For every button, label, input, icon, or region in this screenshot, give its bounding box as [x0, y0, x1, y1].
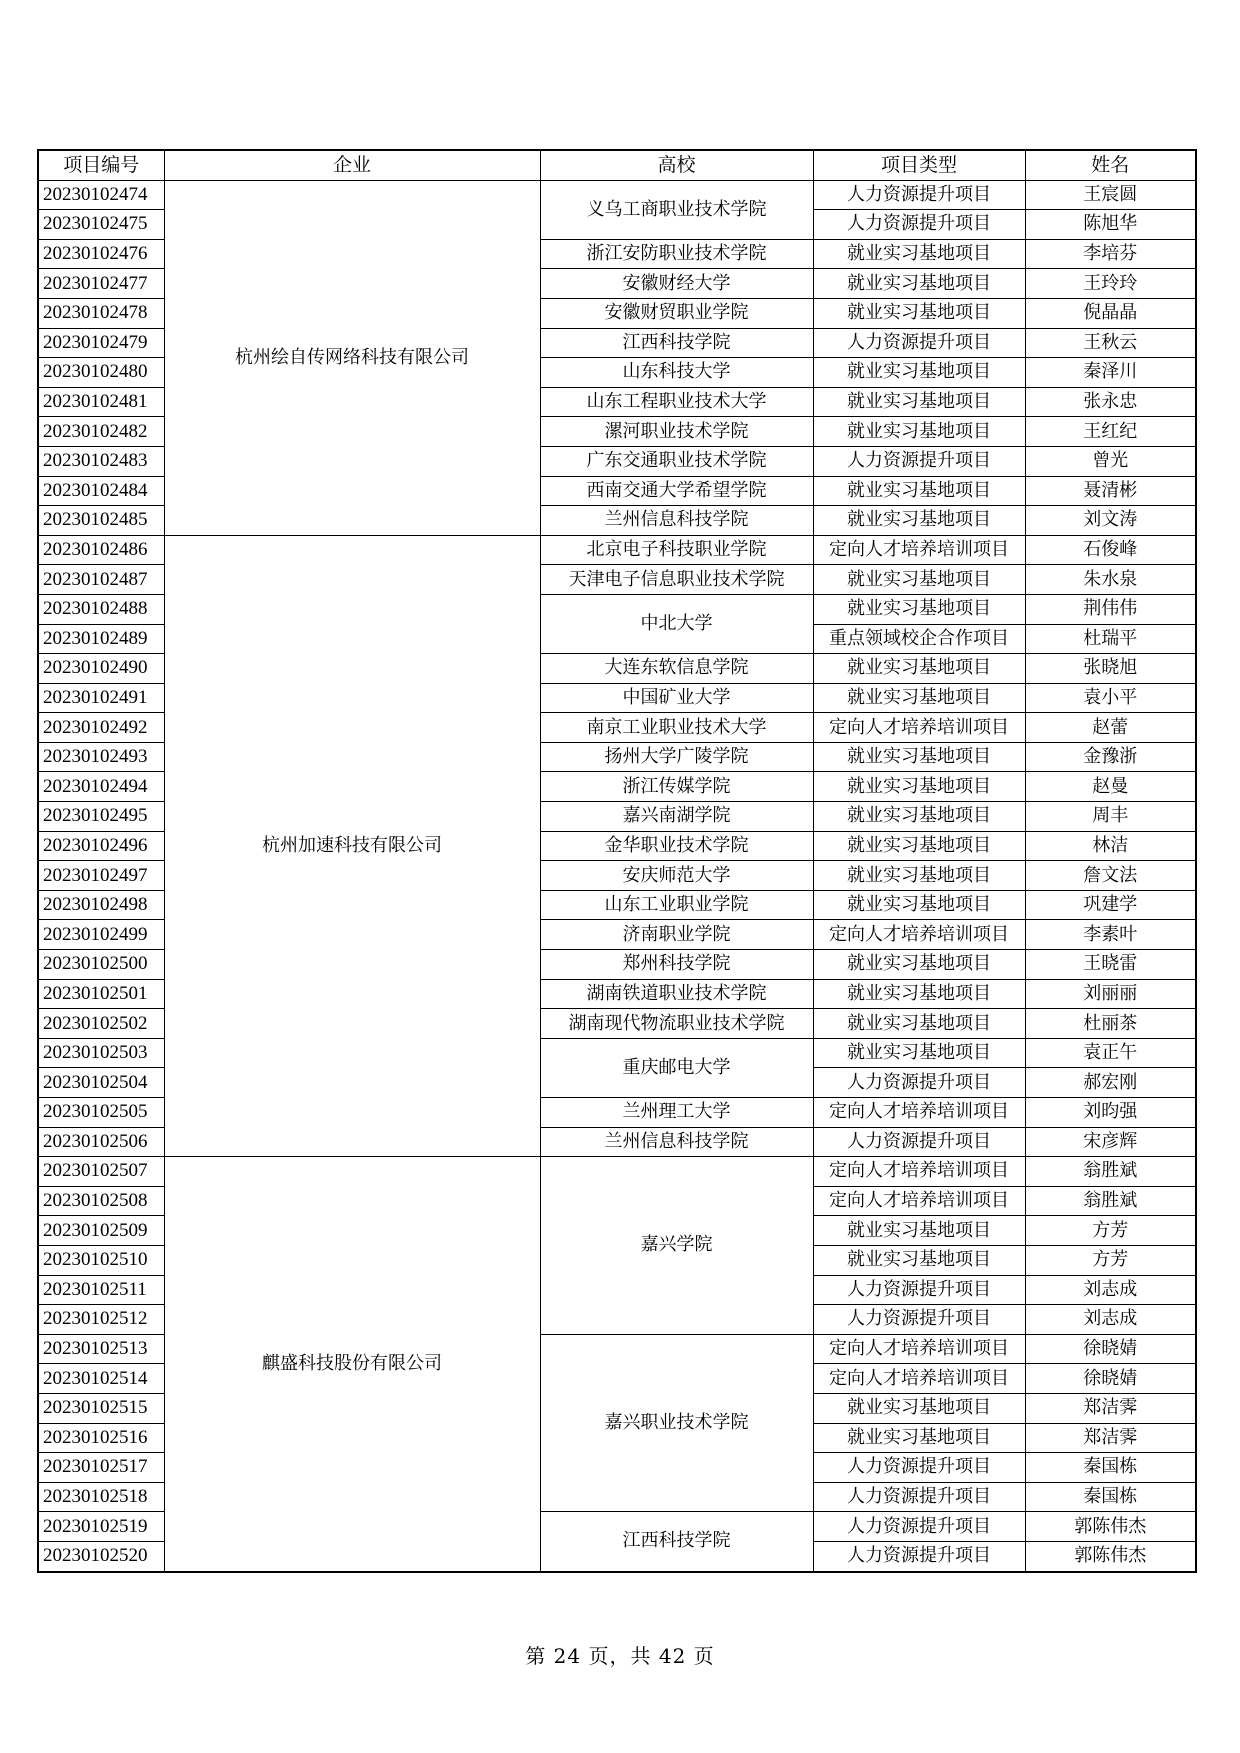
person-name-cell: 刘志成	[1025, 1275, 1196, 1305]
person-name-cell: 徐晓婧	[1025, 1364, 1196, 1394]
project-id-cell: 20230102493	[38, 742, 164, 772]
project-id-cell: 20230102496	[38, 831, 164, 861]
school-cell: 浙江传媒学院	[540, 772, 813, 802]
project-type-cell: 就业实习基地项目	[813, 742, 1025, 772]
project-id-cell: 20230102519	[38, 1512, 164, 1542]
project-id-cell: 20230102489	[38, 624, 164, 654]
page-footer: 第 24 页，共 42 页	[525, 1644, 715, 1668]
project-id-cell: 20230102477	[38, 269, 164, 299]
school-cell: 湖南现代物流职业技术学院	[540, 1009, 813, 1039]
project-type-cell: 就业实习基地项目	[813, 476, 1025, 506]
project-id-cell: 20230102491	[38, 683, 164, 713]
project-id-cell: 20230102478	[38, 298, 164, 328]
person-name-cell: 荆伟伟	[1025, 594, 1196, 624]
table-row	[38, 535, 1196, 565]
project-id-cell: 20230102487	[38, 565, 164, 595]
project-type-cell: 定向人才培养培训项目	[813, 1364, 1025, 1394]
person-name-cell: 郑洁霁	[1025, 1393, 1196, 1423]
person-name-cell: 袁小平	[1025, 683, 1196, 713]
school-cell: 山东科技大学	[540, 358, 813, 388]
person-name-cell: 郭陈伟杰	[1025, 1512, 1196, 1542]
person-name-cell: 杜丽茶	[1025, 1009, 1196, 1039]
person-name-cell: 曾光	[1025, 446, 1196, 476]
school-cell: 北京电子科技职业学院	[540, 535, 813, 565]
project-type-cell: 定向人才培养培训项目	[813, 920, 1025, 950]
project-id-cell: 20230102480	[38, 358, 164, 388]
school-cell: 西南交通大学希望学院	[540, 476, 813, 506]
project-id-cell: 20230102490	[38, 654, 164, 684]
project-id-cell: 20230102486	[38, 535, 164, 565]
person-name-cell: 张永忠	[1025, 387, 1196, 417]
project-id-cell: 20230102509	[38, 1216, 164, 1246]
project-type-cell: 人力资源提升项目	[813, 446, 1025, 476]
person-name-cell: 詹文法	[1025, 861, 1196, 891]
project-id-cell: 20230102488	[38, 594, 164, 624]
school-cell: 嘉兴学院	[540, 1157, 813, 1335]
project-type-cell: 人力资源提升项目	[813, 328, 1025, 358]
project-id-cell: 20230102505	[38, 1098, 164, 1128]
person-name-cell: 朱水泉	[1025, 565, 1196, 595]
project-type-cell: 人力资源提升项目	[813, 1512, 1025, 1542]
school-cell: 兰州信息科技学院	[540, 1127, 813, 1157]
school-cell: 兰州信息科技学院	[540, 506, 813, 536]
project-id-cell: 20230102506	[38, 1127, 164, 1157]
project-id-cell: 20230102498	[38, 890, 164, 920]
project-id-cell: 20230102513	[38, 1334, 164, 1364]
table-row	[38, 1157, 1196, 1187]
person-name-cell: 刘丽丽	[1025, 979, 1196, 1009]
school-cell: 南京工业职业技术大学	[540, 713, 813, 743]
person-name-cell: 翁胜斌	[1025, 1186, 1196, 1216]
school-cell: 嘉兴职业技术学院	[540, 1334, 813, 1512]
person-name-cell: 刘昀强	[1025, 1098, 1196, 1128]
project-type-cell: 定向人才培养培训项目	[813, 1098, 1025, 1128]
company-cell: 麒盛科技股份有限公司	[164, 1157, 540, 1572]
project-type-cell: 定向人才培养培训项目	[813, 535, 1025, 565]
project-id-cell: 20230102495	[38, 802, 164, 832]
school-cell: 重庆邮电大学	[540, 1038, 813, 1097]
project-id-cell: 20230102514	[38, 1364, 164, 1394]
project-type-cell: 定向人才培养培训项目	[813, 1186, 1025, 1216]
project-id-cell: 20230102515	[38, 1393, 164, 1423]
header-school: 高校	[540, 150, 813, 180]
project-id-cell: 20230102475	[38, 210, 164, 240]
project-type-cell: 就业实习基地项目	[813, 1216, 1025, 1246]
person-name-cell: 王宸圆	[1025, 180, 1196, 210]
project-type-cell: 就业实习基地项目	[813, 1245, 1025, 1275]
school-cell: 江西科技学院	[540, 328, 813, 358]
school-cell: 扬州大学广陵学院	[540, 742, 813, 772]
project-id-cell: 20230102479	[38, 328, 164, 358]
project-id-cell: 20230102501	[38, 979, 164, 1009]
project-id-cell: 20230102474	[38, 180, 164, 210]
project-type-cell: 就业实习基地项目	[813, 269, 1025, 299]
project-type-cell: 就业实习基地项目	[813, 861, 1025, 891]
project-type-cell: 人力资源提升项目	[813, 1482, 1025, 1512]
project-id-cell: 20230102508	[38, 1186, 164, 1216]
project-type-cell: 定向人才培养培训项目	[813, 1334, 1025, 1364]
project-type-cell: 就业实习基地项目	[813, 772, 1025, 802]
person-name-cell: 袁正午	[1025, 1038, 1196, 1068]
project-type-cell: 就业实习基地项目	[813, 979, 1025, 1009]
project-type-cell: 就业实习基地项目	[813, 506, 1025, 536]
project-id-cell: 20230102502	[38, 1009, 164, 1039]
project-id-cell: 20230102484	[38, 476, 164, 506]
project-id-cell: 20230102503	[38, 1038, 164, 1068]
project-id-cell: 20230102497	[38, 861, 164, 891]
school-cell: 郑州科技学院	[540, 950, 813, 980]
project-type-cell: 就业实习基地项目	[813, 890, 1025, 920]
person-name-cell: 郑洁霁	[1025, 1423, 1196, 1453]
person-name-cell: 李培芬	[1025, 239, 1196, 269]
project-id-cell: 20230102504	[38, 1068, 164, 1098]
person-name-cell: 宋彦辉	[1025, 1127, 1196, 1157]
person-name-cell: 刘志成	[1025, 1305, 1196, 1335]
project-id-cell: 20230102500	[38, 950, 164, 980]
project-id-cell: 20230102511	[38, 1275, 164, 1305]
school-cell: 中北大学	[540, 594, 813, 653]
school-cell: 浙江安防职业技术学院	[540, 239, 813, 269]
person-name-cell: 杜瑞平	[1025, 624, 1196, 654]
school-cell: 山东工业职业学院	[540, 890, 813, 920]
project-type-cell: 人力资源提升项目	[813, 1305, 1025, 1335]
project-type-cell: 人力资源提升项目	[813, 210, 1025, 240]
person-name-cell: 金豫浙	[1025, 742, 1196, 772]
project-id-cell: 20230102512	[38, 1305, 164, 1335]
project-type-cell: 就业实习基地项目	[813, 1009, 1025, 1039]
project-type-cell: 人力资源提升项目	[813, 1541, 1025, 1571]
header-project-type: 项目类型	[813, 150, 1025, 180]
project-type-cell: 重点领域校企合作项目	[813, 624, 1025, 654]
company-cell: 杭州加速科技有限公司	[164, 535, 540, 1156]
company-cell: 杭州绘自传网络科技有限公司	[164, 180, 540, 535]
school-cell: 大连东软信息学院	[540, 654, 813, 684]
school-cell: 山东工程职业技术大学	[540, 387, 813, 417]
person-name-cell: 秦泽川	[1025, 358, 1196, 388]
project-type-cell: 定向人才培养培训项目	[813, 713, 1025, 743]
project-type-cell: 人力资源提升项目	[813, 1068, 1025, 1098]
project-id-cell: 20230102476	[38, 239, 164, 269]
school-cell: 湖南铁道职业技术学院	[540, 979, 813, 1009]
person-name-cell: 秦国栋	[1025, 1453, 1196, 1483]
project-type-cell: 就业实习基地项目	[813, 683, 1025, 713]
project-id-cell: 20230102485	[38, 506, 164, 536]
person-name-cell: 陈旭华	[1025, 210, 1196, 240]
project-id-cell: 20230102510	[38, 1245, 164, 1275]
project-id-cell: 20230102507	[38, 1157, 164, 1187]
project-id-cell: 20230102520	[38, 1541, 164, 1571]
project-type-cell: 就业实习基地项目	[813, 1393, 1025, 1423]
school-cell: 义乌工商职业技术学院	[540, 180, 813, 239]
school-cell: 江西科技学院	[540, 1512, 813, 1572]
project-id-cell: 20230102518	[38, 1482, 164, 1512]
person-name-cell: 郝宏刚	[1025, 1068, 1196, 1098]
project-id-cell: 20230102482	[38, 417, 164, 447]
person-name-cell: 石俊峰	[1025, 535, 1196, 565]
project-type-cell: 就业实习基地项目	[813, 387, 1025, 417]
school-cell: 中国矿业大学	[540, 683, 813, 713]
project-type-cell: 就业实习基地项目	[813, 594, 1025, 624]
person-name-cell: 聂清彬	[1025, 476, 1196, 506]
project-type-cell: 人力资源提升项目	[813, 1275, 1025, 1305]
person-name-cell: 周丰	[1025, 802, 1196, 832]
project-type-cell: 定向人才培养培训项目	[813, 1157, 1025, 1187]
person-name-cell: 王红纪	[1025, 417, 1196, 447]
project-id-cell: 20230102516	[38, 1423, 164, 1453]
person-name-cell: 方芳	[1025, 1245, 1196, 1275]
person-name-cell: 翁胜斌	[1025, 1157, 1196, 1187]
project-type-cell: 人力资源提升项目	[813, 1127, 1025, 1157]
header-company: 企业	[164, 150, 540, 180]
person-name-cell: 巩建学	[1025, 890, 1196, 920]
school-cell: 兰州理工大学	[540, 1098, 813, 1128]
school-cell: 安徽财经大学	[540, 269, 813, 299]
project-type-cell: 就业实习基地项目	[813, 239, 1025, 269]
project-type-cell: 就业实习基地项目	[813, 654, 1025, 684]
project-id-cell: 20230102481	[38, 387, 164, 417]
project-id-cell: 20230102492	[38, 713, 164, 743]
school-cell: 天津电子信息职业技术学院	[540, 565, 813, 595]
project-type-cell: 就业实习基地项目	[813, 950, 1025, 980]
person-name-cell: 郭陈伟杰	[1025, 1541, 1196, 1571]
school-cell: 安庆师范大学	[540, 861, 813, 891]
project-type-cell: 就业实习基地项目	[813, 831, 1025, 861]
school-cell: 嘉兴南湖学院	[540, 802, 813, 832]
person-name-cell: 刘文涛	[1025, 506, 1196, 536]
header-row	[38, 150, 1196, 180]
person-name-cell: 王晓雷	[1025, 950, 1196, 980]
school-cell: 济南职业学院	[540, 920, 813, 950]
person-name-cell: 王玲玲	[1025, 269, 1196, 299]
person-name-cell: 倪晶晶	[1025, 298, 1196, 328]
person-name-cell: 张晓旭	[1025, 654, 1196, 684]
school-cell: 金华职业技术学院	[540, 831, 813, 861]
header-project-id: 项目编号	[38, 150, 164, 180]
person-name-cell: 李素叶	[1025, 920, 1196, 950]
project-type-cell: 就业实习基地项目	[813, 417, 1025, 447]
school-cell: 安徽财贸职业学院	[540, 298, 813, 328]
person-name-cell: 方芳	[1025, 1216, 1196, 1246]
project-type-cell: 就业实习基地项目	[813, 298, 1025, 328]
project-type-cell: 人力资源提升项目	[813, 180, 1025, 210]
person-name-cell: 林洁	[1025, 831, 1196, 861]
person-name-cell: 赵曼	[1025, 772, 1196, 802]
school-cell: 漯河职业技术学院	[540, 417, 813, 447]
person-name-cell: 赵蕾	[1025, 713, 1196, 743]
school-cell: 广东交通职业技术学院	[540, 446, 813, 476]
project-id-cell: 20230102483	[38, 446, 164, 476]
project-id-cell: 20230102499	[38, 920, 164, 950]
person-name-cell: 王秋云	[1025, 328, 1196, 358]
table-row	[38, 180, 1196, 210]
person-name-cell: 秦国栋	[1025, 1482, 1196, 1512]
person-name-cell: 徐晓婧	[1025, 1334, 1196, 1364]
project-type-cell: 就业实习基地项目	[813, 802, 1025, 832]
project-table	[37, 149, 1197, 1573]
project-type-cell: 就业实习基地项目	[813, 1423, 1025, 1453]
project-id-cell: 20230102517	[38, 1453, 164, 1483]
project-type-cell: 就业实习基地项目	[813, 565, 1025, 595]
header-name: 姓名	[1025, 150, 1196, 180]
project-type-cell: 人力资源提升项目	[813, 1453, 1025, 1483]
project-type-cell: 就业实习基地项目	[813, 358, 1025, 388]
project-type-cell: 就业实习基地项目	[813, 1038, 1025, 1068]
project-id-cell: 20230102494	[38, 772, 164, 802]
